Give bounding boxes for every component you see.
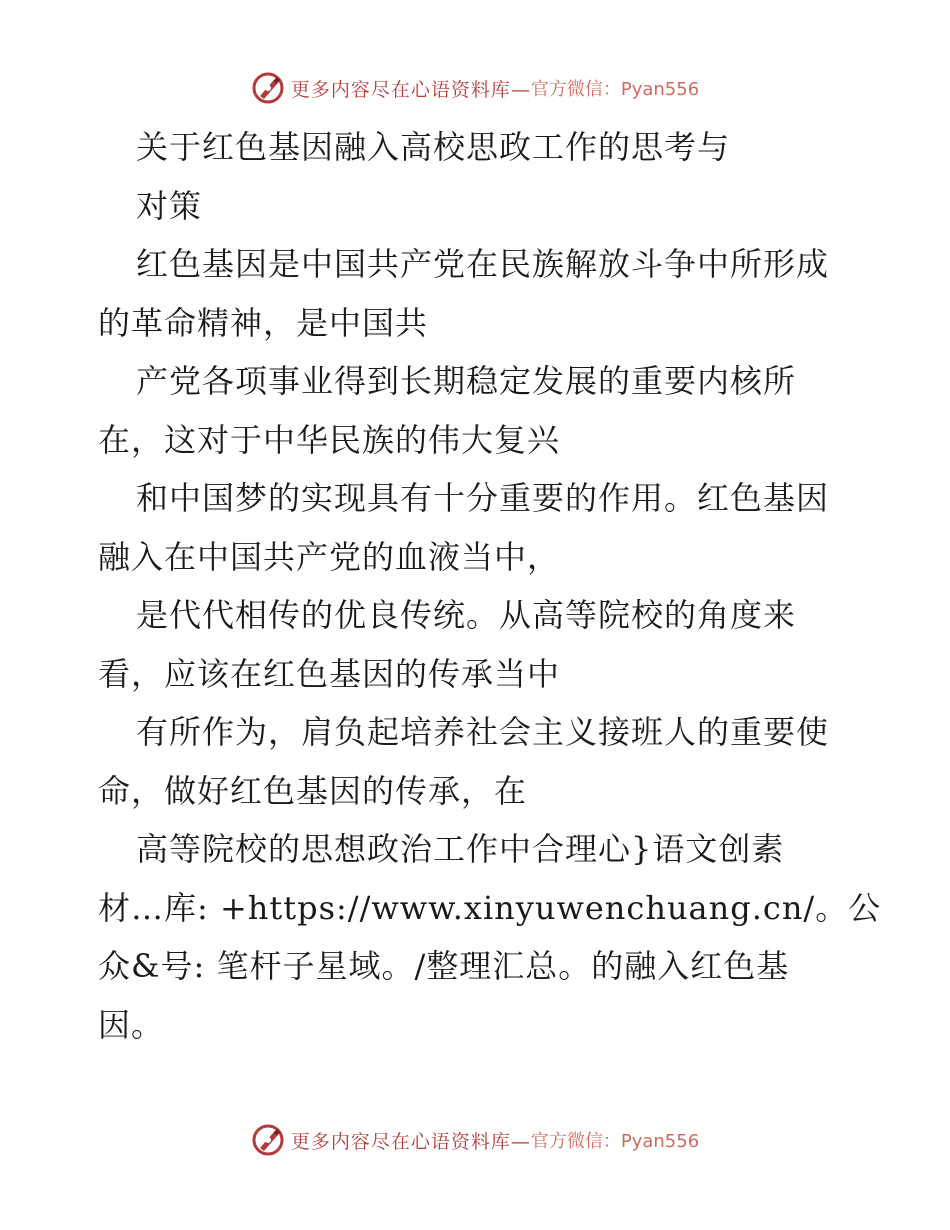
header-banner-wechat: 官方微信：Pyan556 xyxy=(530,79,700,100)
doc-paragraph-line: 高等院校的思想政治工作中合理心}语文创素 xyxy=(136,830,785,868)
doc-paragraph-line: 有所作为，肩负起培养社会主义接班人的重要使 xyxy=(136,713,830,751)
document-body xyxy=(98,118,882,1054)
doc-title-line-1: 关于红色基因融入高校思政工作的思考与 xyxy=(136,128,731,166)
footer-banner-text: 更多内容尽在心语资料库— xyxy=(290,1130,531,1153)
doc-paragraph-line: 融入在中国共产党的血液当中， xyxy=(98,537,561,576)
header-banner-text: 更多内容尽在心语资料库— xyxy=(290,78,531,101)
doc-paragraph-line: 产党各项事业得到长期稳定发展的重要内核所 xyxy=(136,362,797,400)
doc-paragraph-line: 和中国梦的实现具有十分重要的作用。红色基因 xyxy=(136,479,830,517)
footer-banner xyxy=(0,1120,950,1160)
doc-paragraph-line: 的革命精神，是中国共 xyxy=(98,303,429,342)
pen-logo-icon xyxy=(251,71,285,105)
header-banner xyxy=(0,68,950,108)
doc-title-line-2: 对策 xyxy=(136,186,203,225)
doc-paragraph-line: 命，做好红色基因的传承，在 xyxy=(98,771,528,810)
doc-paragraph-line: 看，应该在红色基因的传承当中 xyxy=(98,654,561,693)
footer-banner-wechat: 官方微信：Pyan556 xyxy=(530,1131,700,1152)
pen-logo-icon xyxy=(251,1123,285,1157)
doc-paragraph-line: 众&号: 笔杆子星域。/整理汇总。的融入红色基 xyxy=(98,947,790,985)
doc-paragraph-line: 红色基因是中国共产党在民族解放斗争中所形成 xyxy=(136,245,830,283)
doc-paragraph-line: 在，这对于中华民族的伟大复兴 xyxy=(98,420,561,459)
doc-paragraph-line: 材…库: +https://www.xinyuwenchuang.cn/。公 xyxy=(98,888,882,927)
doc-paragraph-line: 因。 xyxy=(98,1005,165,1044)
doc-paragraph-line: 是代代相传的优良传统。从高等院校的角度来 xyxy=(136,596,797,634)
